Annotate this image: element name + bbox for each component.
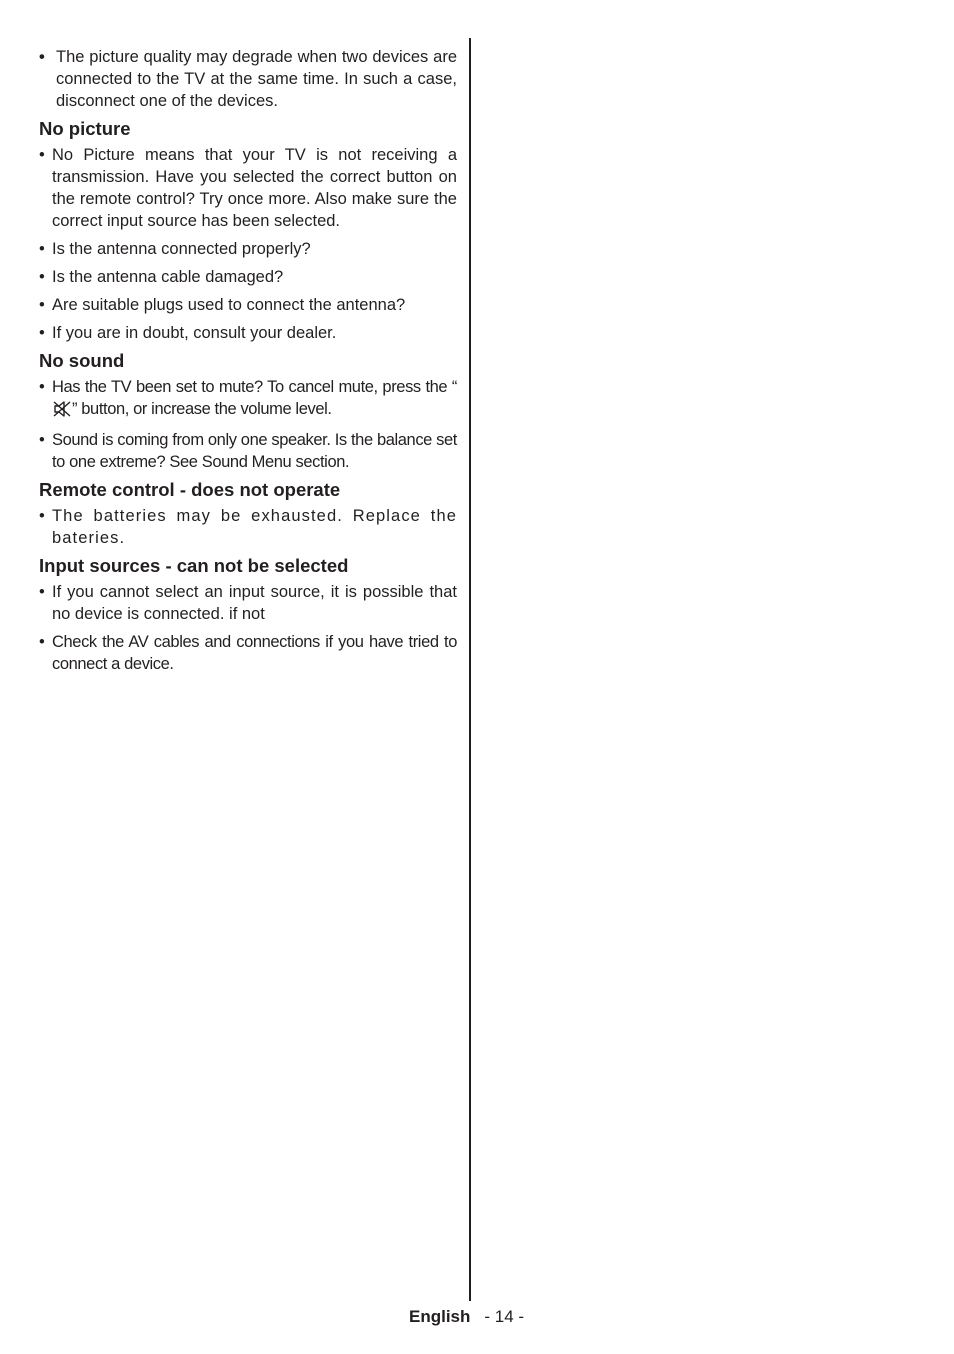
list-item [39, 429, 457, 473]
section-no-picture [39, 118, 457, 140]
list-item [39, 144, 457, 232]
section-remote [39, 479, 457, 501]
list-item-text: Are suitable plugs used to connect the antenna? [52, 296, 406, 314]
list-item [39, 631, 457, 675]
list-item [39, 46, 457, 112]
list-item-text: Is the antenna cable damaged? [52, 268, 284, 286]
footer-language: English [409, 1307, 471, 1326]
bullet-dot: • [39, 48, 45, 66]
list-item-text [52, 376, 457, 423]
mute-text-after: ” button, or increase the volume level. [72, 400, 332, 418]
list-item-text: If you are in doubt, consult your dealer. [52, 324, 337, 342]
section-title: Remote control - does not operate [39, 479, 341, 500]
list-item [39, 266, 457, 288]
list-item-text: No Picture means that your TV is not receiving a transmission. Have you selected the correct button on the remote control? Try once more. Also make sure the correct input source has been selected. [52, 146, 457, 230]
section-input-sources [39, 555, 457, 577]
list-item-text: Sound is coming from only one speaker. Is the balance set to one extreme? See Sound Menu section. [52, 431, 457, 471]
bullet-dot: • [39, 431, 45, 449]
bullet-dot: • [39, 146, 45, 164]
list-item [39, 322, 457, 344]
section-title: No picture [39, 118, 131, 139]
left-column [39, 46, 457, 681]
bullet-dot: • [39, 507, 45, 525]
list-item [39, 294, 457, 316]
list-item-text: Is the antenna connected properly? [52, 240, 311, 258]
bullet-dot: • [39, 324, 45, 342]
bullet-dot: • [39, 296, 45, 314]
list-item-text: The batteries may be exhausted. Replace the bateries. [52, 507, 457, 547]
bullet-dot: • [39, 583, 45, 601]
bullet-dot: • [39, 240, 45, 258]
section-no-sound [39, 350, 457, 372]
page-footer [409, 1306, 524, 1328]
list-item [39, 581, 457, 625]
bullet-dot: • [39, 633, 45, 651]
list-item [39, 376, 457, 423]
intro-text: The picture quality may degrade when two devices are connected to the TV at the same time. In such a case, disconnect one of the devices. [56, 48, 457, 110]
mute-speaker-icon [53, 401, 71, 423]
list-item-text: If you cannot select an input source, it is possible that no device is connected. if not [52, 583, 457, 623]
column-divider [469, 38, 471, 1301]
bullet-dot: • [39, 378, 45, 396]
list-item [39, 238, 457, 260]
list-item [39, 505, 457, 549]
section-title: Input sources - can not be selected [39, 555, 349, 576]
section-title: No sound [39, 350, 125, 371]
mute-text-before: Has the TV been set to mute? To cancel mute, press the “ [52, 378, 457, 396]
list-item-text: Check the AV cables and connections if you have tried to connect a device. [52, 633, 457, 673]
page-number: - 14 - [484, 1307, 525, 1326]
bullet-dot: • [39, 268, 45, 286]
